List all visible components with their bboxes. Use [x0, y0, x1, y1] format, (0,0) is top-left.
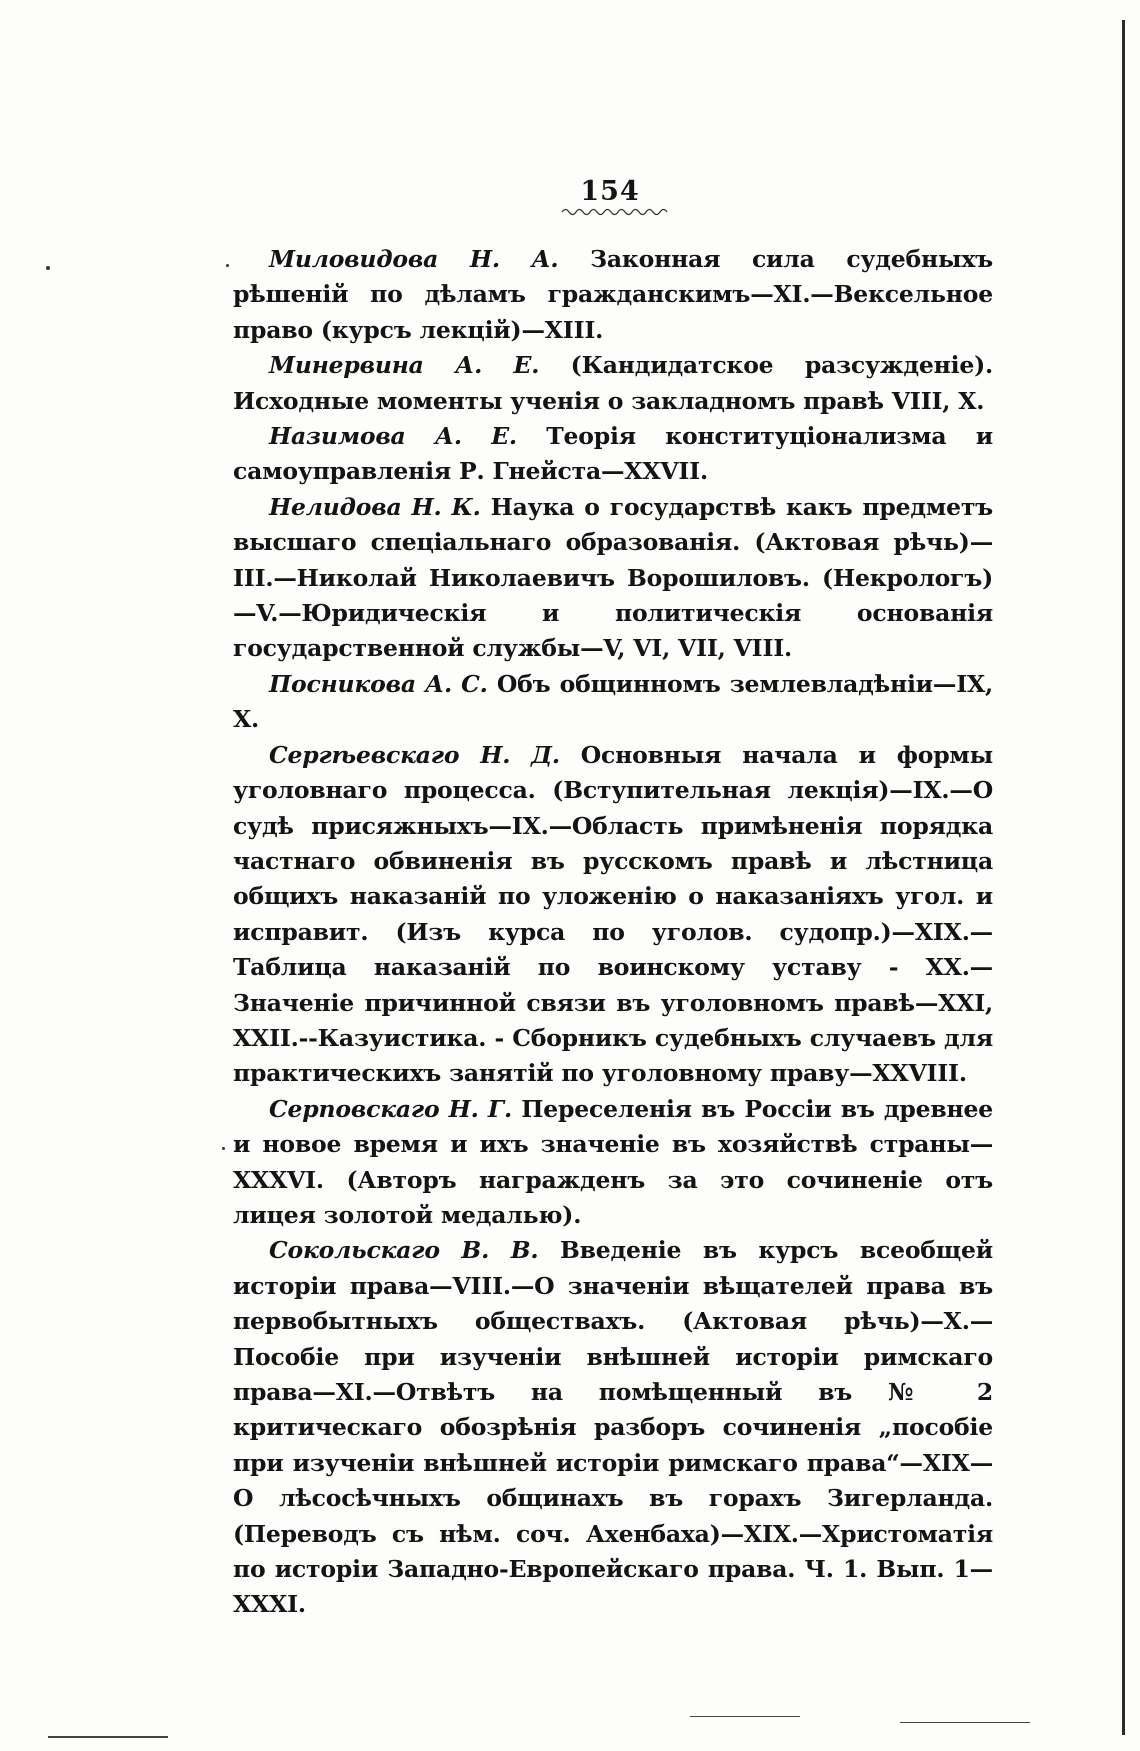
margin-dot [46, 266, 50, 270]
margin-dot [222, 1147, 225, 1150]
scan-artifact [690, 1716, 800, 1717]
entry-text: Теорія конституціонализма и самоуправленія Р. Гнейста—XXVII. [233, 422, 993, 486]
entry-text: (Кандидатское разсужденіе). Исходные моменты ученія о закладномъ правѣ VIII, X. [233, 351, 994, 415]
entry-text: Наука о государствѣ какъ предметъ высшаго спеціальнаго образованія. (Актовая рѣчь)—III.—Николай Николаевичъ Ворошиловъ. (Некрологъ)—V.—Юридическія и политическія основанія государственной службы—V, VI, VII, VIII. [233, 492, 994, 663]
page-edge-line [1122, 20, 1125, 1735]
list-item [233, 419, 993, 490]
entry-text: Введеніе въ курсъ всеобщей исторіи права—VIII.—О значеніи вѣщателей права въ первобытныхъ обществахъ. (Актовая рѣчь)—X.—Пособіе при изученіи внѣшней исторіи римскаго права—XI.—Отвѣтъ на помѣщенный въ № 2 критическаго обозрѣнія разборъ сочиненія „пособіе при изученіи внѣшней исторіи римскаго права“—XIX—О лѣсосѣчныхъ общинахъ въ горахъ Зигерланда. (Переводъ съ нѣм. соч. Ахенбаха)—XIX.—Христоматія по исторіи Западно-Европейскаго права. Ч. 1. Вып. 1—XXXI. [233, 1236, 993, 1619]
list-item [233, 738, 993, 1092]
page-number: 154 [580, 176, 640, 207]
list-item [233, 242, 993, 348]
entry-text: Переселенія въ Россіи въ древнее и новое время и ихъ значеніе въ хозяйствѣ страны—XXXVI. (Авторъ награжденъ за это сочиненіе отъ лицея золотой медалью). [233, 1094, 994, 1229]
entry-author: Сокольскаго В. В. [269, 1236, 539, 1265]
entry-author: Нелидова Н. К. [269, 492, 481, 521]
wavy-ornament [560, 207, 670, 217]
entry-author: Посникова А. С. [269, 669, 488, 698]
scan-artifact [900, 1722, 1030, 1723]
entry-author: Назимова А. Е. [269, 422, 517, 451]
bibliography-list [233, 242, 993, 1623]
entry-text: Законная сила судебныхъ рѣшеній по дѣламъ гражданскимъ—XI.—Вексельное право (курсъ лекцій)—XIII. [233, 245, 993, 344]
list-item [233, 1092, 993, 1234]
margin-dot [226, 264, 229, 267]
list-item [233, 667, 993, 738]
entry-author: Серповскаго Н. Г. [269, 1094, 512, 1123]
list-item [233, 490, 993, 667]
list-item [233, 348, 993, 419]
entry-text: Основныя начала и формы уголовнаго процесса. (Вступительная лекція)—IX.—О судѣ присяжныхъ—IX.—Область примѣненія порядка частнаго обвиненія въ русскомъ правѣ и лѣстница общихъ наказаній по уложенію о наказаніяхъ угол. и исправит. (Изъ курса по уголов. судопр.)—XIX.—Таблица наказаній по воинскому уставу - XX.—Значеніе причинной связи въ уголовномъ правѣ—XXI, XXII.--Казуистика. - Сборникъ судебныхъ случаевъ для практическихъ занятій по уголовному праву—XXVIII. [233, 740, 994, 1088]
scan-artifact [48, 1736, 168, 1738]
entry-author: Миловидова Н. А. [269, 245, 559, 273]
entry-author: Сергѣевскаго Н. Д. [269, 740, 560, 769]
list-item [233, 1233, 993, 1622]
entry-text: Объ общинномъ землевладѣніи—IX, X. [233, 669, 994, 734]
entry-author: Минервина А. Е. [269, 351, 540, 380]
